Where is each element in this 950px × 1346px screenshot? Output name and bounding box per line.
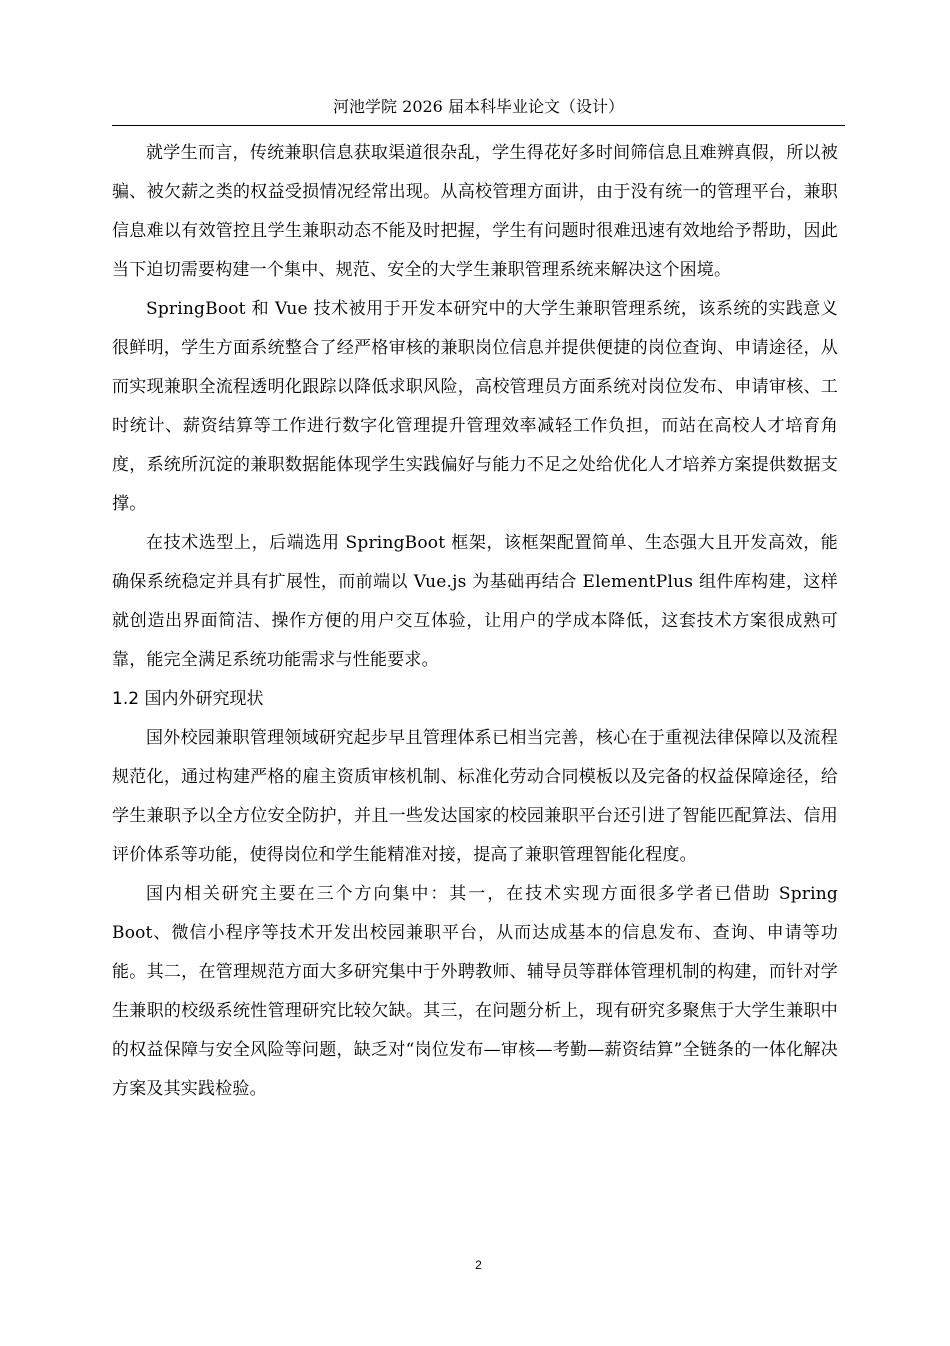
paragraph: 就学生而言，传统兼职信息获取渠道很杂乱，学生得花好多时间筛信息且难辨真假，所以被骗、被欠薪之类的权益受损情况经常出现。从高校管理方面讲，由于没有统一的管理平台，兼职信息难以有效管控且学生兼职动态不能及时把握，学生有问题时很难迅速有效地给予帮助，因此当下迫切需要构建一个集中、规范、安全的大学生兼职管理系统来解决这个困境。 (112, 143, 838, 280)
page-body (112, 134, 838, 1109)
section-heading: 1.2 国内外研究现状 (112, 689, 264, 709)
paragraph: 在技术选型上，后端选用 SpringBoot 框架，该框架配置简单、生态强大且开发高效，能确保系统稳定并具有扩展性，而前端以 Vue.js 为基础再结合 ElementPlus 组件库构建，这样就创造出界面简洁、操作方便的用户交互体验，让用户的学成本降低，这套技术方案很成熟可靠，能完全满足系统功能需求与性能要求。 (112, 533, 838, 670)
paragraph: 国外校园兼职管理领域研究起步早且管理体系已相当完善，核心在于重视法律保障以及流程规范化，通过构建严格的雇主资质审核机制、标准化劳动合同模板以及完备的权益保障途径，给学生兼职予以全方位安全防护，并且一些发达国家的校园兼职平台还引进了智能匹配算法、信用评价体系等功能，使得岗位和学生能精准对接，提高了兼职管理智能化程度。 (112, 728, 838, 865)
page-number: 2 (475, 1258, 482, 1272)
paragraph: SpringBoot 和 Vue 技术被用于开发本研究中的大学生兼职管理系统，该系统的实践意义很鲜明，学生方面系统整合了经严格审核的兼职岗位信息并提供便捷的岗位查询、申请途径，从而实现兼职全流程透明化跟踪以降低求职风险，高校管理员方面系统对岗位发布、申请审核、工时统计、薪资结算等工作进行数字化管理提升管理效率减轻工作负担，而站在高校人才培育角度，系统所沉淀的兼职数据能体现学生实践偏好与能力不足之处给优化人才培养方案提供数据支撑。 (112, 299, 838, 514)
paragraph: 国内相关研究主要在三个方向集中：其一，在技术实现方面很多学者已借助 Spring Boot、微信小程序等技术开发出校园兼职平台，从而达成基本的信息发布、查询、申请等功能。其二，在管理规范方面大多研究集中于外聘教师、辅导员等群体管理机制的构建，而针对学生兼职的校级系统性管理研究比较欠缺。其三，在问题分析上，现有研究多聚焦于大学生兼职中的权益保障与安全风险等问题，缺乏对“岗位发布—审核—考勤—薪资结算”全链条的一体化解决方案及其实践检验。 (112, 884, 838, 1099)
running-header: 河池学院 2026 届本科毕业论文（设计） (333, 97, 624, 116)
header-rule (112, 125, 845, 126)
